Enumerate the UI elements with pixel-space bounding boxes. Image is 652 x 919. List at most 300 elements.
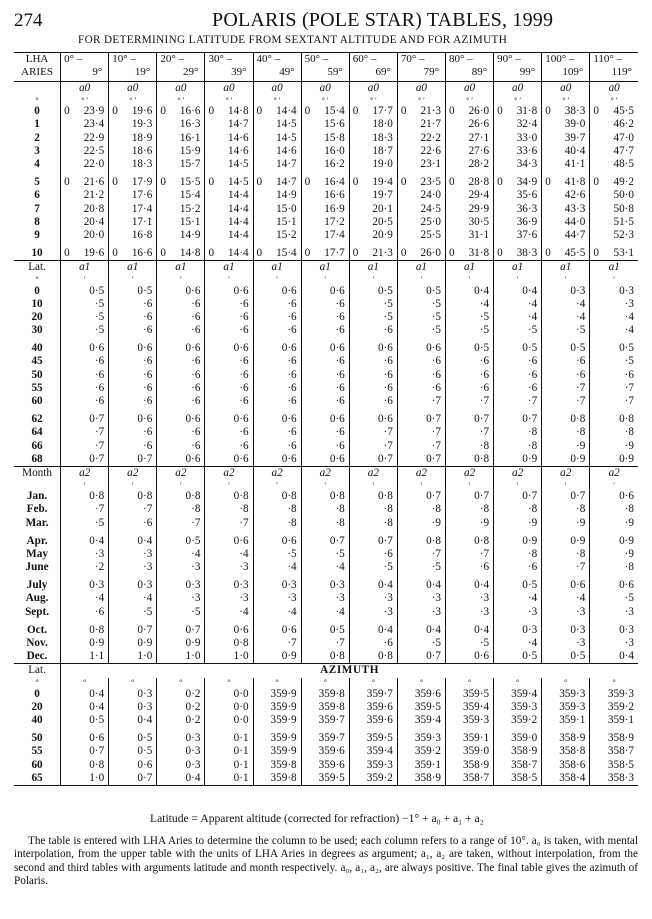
unit-mark: ′: [542, 274, 590, 284]
table-value: ·6: [205, 298, 253, 311]
table-value: 359·7: [301, 714, 349, 727]
table-value: 0·5: [349, 284, 397, 297]
table-value: ·7: [445, 548, 493, 561]
table-value: ·8: [349, 503, 397, 516]
unit-mark: °: [397, 678, 445, 688]
table-value: 359·2: [590, 701, 638, 714]
table-value: 0·9: [494, 535, 542, 548]
leading-degrees: 0: [593, 105, 599, 118]
a2-column-label: a2: [445, 466, 493, 480]
table-value: 0·1: [205, 732, 253, 745]
table-value: 0·2: [157, 688, 205, 701]
table-value: ·8: [397, 503, 445, 516]
lha-range-header: [301, 53, 349, 82]
table-value: ·5: [397, 298, 445, 311]
row-argument: Feb.: [14, 503, 61, 516]
lha-range-header: [253, 53, 301, 82]
table-value: 0·6: [253, 342, 301, 355]
table-value: 359·1: [397, 758, 445, 771]
table-value: 15·8: [301, 132, 349, 145]
table-value: [445, 176, 493, 189]
table-value: 358·9: [397, 772, 445, 786]
leading-degrees: 0: [545, 247, 551, 260]
table-value: 14·4: [205, 189, 253, 202]
table-value: 0·4: [397, 624, 445, 637]
row-argument: 30: [14, 324, 61, 337]
table-value: ·6: [157, 355, 205, 368]
leading-degrees: 0: [64, 176, 70, 189]
table-value: 0·8: [109, 490, 157, 503]
table-value: ·3: [494, 606, 542, 619]
table-value: ·6: [349, 369, 397, 382]
leading-degrees: 0: [208, 247, 215, 260]
table-value: 0·9: [494, 453, 542, 467]
leading-degrees: 0: [304, 176, 311, 189]
a2-column-label: a2: [157, 466, 205, 480]
minutes-value: 26·0: [420, 247, 441, 260]
leading-degrees: 0: [448, 176, 455, 189]
table-value: 0·4: [109, 535, 157, 548]
table-value: 0·3: [157, 758, 205, 771]
a2-unit-row: [14, 480, 638, 490]
unit-mark: ′: [253, 274, 301, 284]
a2-column-label: a2: [590, 466, 638, 480]
a0-column-label: a0: [61, 82, 109, 96]
table-value: 0·6: [205, 453, 253, 467]
azimuth-unit-row: [14, 678, 638, 688]
table-value: ·6: [301, 355, 349, 368]
table-value: 359·4: [349, 745, 397, 758]
minutes-value: 19·6: [131, 105, 153, 118]
table-value: 14·4: [205, 203, 253, 216]
table-value: 0·1: [205, 745, 253, 758]
table-value: ·9: [590, 440, 638, 453]
table-value: ·6: [205, 324, 253, 337]
table-value: ·6: [205, 395, 253, 408]
row-argument: 0: [14, 105, 61, 118]
table-value: [397, 247, 445, 261]
table-value: 358·5: [494, 772, 542, 786]
table-value: 0·4: [494, 284, 542, 297]
table-value: 359·6: [397, 688, 445, 701]
table-value: 359·9: [253, 688, 301, 701]
table-value: ·6: [109, 355, 157, 368]
table-value: [61, 176, 109, 189]
leading-degrees: 0: [352, 176, 359, 189]
leading-degrees: 0: [160, 176, 166, 189]
lha-range-header: [494, 53, 542, 82]
table-value: 22·5: [83, 144, 105, 157]
a2-column-label: a2: [397, 466, 445, 480]
table-row: [14, 216, 638, 229]
table-value: 0·7: [61, 453, 109, 467]
unit-mark: °: [445, 678, 493, 688]
table-value: 36·3: [494, 203, 542, 216]
table-value: 0·6: [301, 284, 349, 297]
unit-mark: °: [301, 678, 349, 688]
table-row: [14, 606, 638, 619]
table-value: 359·6: [301, 745, 349, 758]
a0-label-row: [14, 82, 638, 96]
table-value: 21·7: [397, 118, 445, 131]
table-value: ·3: [349, 592, 397, 605]
row-argument: 55: [14, 745, 61, 758]
table-value: ·7: [542, 382, 590, 395]
leading-degrees: 0: [64, 247, 70, 260]
table-value: 16·6: [301, 189, 349, 202]
table-value: ·5: [301, 548, 349, 561]
leading-degrees: 0: [545, 176, 551, 189]
table-value: ·8: [494, 440, 542, 453]
table-value: 17·1: [109, 216, 157, 229]
table-value: ·6: [253, 440, 301, 453]
range-to: 39°: [231, 66, 247, 78]
table-row: [14, 732, 638, 745]
a0-arg-label: [14, 82, 61, 96]
table-row: [14, 229, 638, 242]
table-value: 25·5: [397, 229, 445, 242]
table-value: ·4: [445, 298, 493, 311]
leading-degrees: 0: [400, 247, 407, 260]
table-value: ·7: [94, 503, 105, 516]
table-value: [205, 176, 253, 189]
table-value: 0·6: [205, 284, 253, 297]
table-value: 24·0: [397, 189, 445, 202]
table-row: [14, 369, 638, 382]
table-value: ·8: [301, 516, 349, 529]
table-value: ·5: [494, 324, 542, 337]
unit-mark: ′: [109, 480, 157, 490]
range-to: 19°: [134, 66, 151, 78]
table-value: 0·6: [253, 284, 301, 297]
unit-mark: ′: [205, 480, 253, 490]
table-value: ·8: [494, 426, 542, 439]
a0-column-label: a0: [205, 82, 253, 96]
table-value: ·9: [590, 548, 638, 561]
table-row: [14, 701, 638, 714]
table-value: 0·4: [445, 284, 493, 297]
table-value: 15·0: [253, 203, 301, 216]
a0-unit-row: [14, 95, 638, 105]
table-value: ·7: [253, 637, 301, 650]
table-value: 22·9: [83, 131, 105, 144]
lha-label: LHA: [25, 53, 49, 65]
row-argument: 10: [14, 298, 61, 311]
row-argument: 68: [14, 453, 61, 467]
minutes-value: 31·8: [468, 247, 490, 260]
leading-degrees: 0: [160, 105, 166, 118]
table-row: [14, 650, 638, 664]
table-value: 0·6: [253, 535, 301, 548]
table-value: 359·4: [397, 714, 445, 727]
minutes-value: 45·5: [613, 105, 634, 118]
table-value: 0·4: [445, 579, 493, 592]
unit-mark: ′: [397, 274, 445, 284]
row-argument: June: [14, 561, 61, 574]
minutes-value: 15·5: [179, 176, 201, 189]
table-value: ·5: [94, 324, 105, 337]
table-value: ·7: [301, 637, 349, 650]
table-value: 359·1: [542, 714, 590, 727]
table-value: [301, 176, 349, 189]
a1-arg-label: Lat.: [14, 261, 61, 275]
row-argument: Dec.: [14, 650, 61, 664]
table-row: [14, 342, 638, 355]
unit-mark: ′: [397, 480, 445, 490]
table-value: 0·6: [205, 342, 253, 355]
row-argument: 66: [14, 440, 61, 453]
row-argument: Apr.: [14, 535, 61, 548]
table-value: 358·5: [590, 758, 638, 771]
table-value: 14·9: [157, 229, 205, 242]
table-value: [109, 105, 157, 118]
table-value: ·8: [445, 503, 493, 516]
table-value: ·8: [590, 503, 638, 516]
table-value: 0·9: [542, 535, 590, 548]
table-value: 0·8: [590, 413, 638, 426]
row-argument: 0: [14, 284, 61, 297]
table-row: [14, 324, 638, 337]
table-value: ·7: [109, 503, 157, 516]
table-value: ·5: [94, 310, 105, 323]
a0-column-label: a0: [157, 82, 205, 96]
table-value: ·5: [590, 355, 638, 368]
table-value: 0·4: [89, 534, 105, 547]
table-value: 16·1: [157, 132, 205, 145]
table-value: 0·6: [349, 413, 397, 426]
table-value: 0·7: [397, 413, 445, 426]
table-value: 359·5: [397, 701, 445, 714]
table-value: 0·6: [301, 413, 349, 426]
minutes-value: 31·8: [516, 105, 538, 118]
table-value: 359·2: [494, 714, 542, 727]
minutes-value: 19·6: [83, 247, 105, 260]
range-to: 119°: [611, 66, 632, 78]
table-value: ·4: [205, 606, 253, 619]
table-value: ·5: [94, 516, 105, 529]
table-value: 0·7: [494, 413, 542, 426]
table-value: 359·4: [494, 688, 542, 701]
row-argument: May: [14, 548, 61, 561]
table-value: ·6: [109, 426, 157, 439]
table-value: [494, 176, 542, 189]
table-value: 0·6: [109, 758, 157, 771]
table-row: [14, 145, 638, 158]
unit-mark: ′: [349, 480, 397, 490]
row-argument: 50: [14, 369, 61, 382]
table-value: ·2: [94, 561, 105, 574]
table-value: 0·3: [157, 579, 205, 592]
table-row: [14, 688, 638, 701]
table-value: 1·1: [61, 650, 109, 664]
range-to: 49°: [279, 66, 295, 78]
table-value: 0·4: [397, 579, 445, 592]
table-value: 359·3: [445, 714, 493, 727]
table-value: 0·8: [349, 650, 397, 664]
table-value: 0·3: [109, 688, 157, 701]
table-value: [157, 105, 205, 118]
table-value: ·6: [109, 516, 157, 529]
leading-degrees: 0: [208, 105, 215, 118]
table-value: 37·6: [494, 229, 542, 242]
page-number: 274: [14, 10, 43, 31]
table-value: ·7: [94, 426, 105, 439]
table-value: ·6: [542, 369, 590, 382]
row-argument: 20: [14, 701, 61, 714]
table-value: ·3: [397, 592, 445, 605]
table-value: 0·8: [205, 490, 253, 503]
table-value: ·3: [542, 637, 590, 650]
table-value: ·7: [397, 548, 445, 561]
table-value: ·6: [397, 382, 445, 395]
table-value: 0·5: [109, 732, 157, 745]
unit-mark: ° ′: [253, 95, 301, 105]
range-to: 29°: [183, 66, 199, 78]
a0-column-label: a0: [542, 82, 590, 96]
a1-column-label: a1: [301, 261, 349, 275]
table-value: 15·7: [157, 158, 205, 171]
table-value: 359·1: [590, 714, 638, 727]
table-value: ·7: [445, 426, 493, 439]
table-value: 0·8: [89, 758, 105, 771]
table-value: 1·0: [157, 650, 205, 664]
unit-mark: ′: [253, 480, 301, 490]
table-value: 0·6: [253, 624, 301, 637]
range-from: 0° –: [64, 53, 83, 65]
table-value: 14·5: [253, 118, 301, 131]
table-value: ·6: [94, 368, 105, 381]
table-value: 0·7: [109, 772, 157, 786]
table-value: 0·3: [157, 745, 205, 758]
a1-column-label: a1: [205, 261, 253, 275]
table-value: ·3: [301, 592, 349, 605]
lha-range-header: [542, 53, 590, 82]
minutes-value: 45·5: [564, 247, 586, 260]
unit-mark: ′: [83, 274, 86, 284]
range-to: 89°: [471, 66, 488, 78]
table-value: [397, 105, 445, 118]
table-value: 0·6: [301, 342, 349, 355]
table-value: ·4: [542, 298, 590, 311]
table-value: 0·7: [109, 453, 157, 467]
table-value: 359·8: [301, 688, 349, 701]
azimuth-title-row: [14, 664, 638, 678]
a1-column-label: a1: [397, 261, 445, 275]
minutes-value: 23·5: [420, 176, 441, 189]
table-value: 0·3: [590, 284, 638, 297]
a1-label-row: [14, 261, 638, 275]
table-value: 1·0: [205, 650, 253, 664]
table-value: 358·7: [445, 772, 493, 786]
table-value: [109, 176, 157, 189]
table-value: 358·8: [542, 745, 590, 758]
table-value: 0·7: [157, 624, 205, 637]
table-value: [253, 176, 301, 189]
row-argument: July: [14, 579, 61, 592]
a2-column-label: a2: [253, 466, 301, 480]
table-value: 359·1: [445, 732, 493, 745]
table-value: 0·8: [542, 413, 590, 426]
table-value: 358·3: [590, 772, 638, 786]
leading-degrees: 0: [593, 176, 599, 189]
a1-column-label: a1: [79, 261, 91, 274]
table-value: ·5: [157, 606, 205, 619]
table-value: 0·5: [445, 342, 493, 355]
table-value: ·3: [542, 606, 590, 619]
table-value: ·4: [253, 561, 301, 574]
a2-column-label: a2: [542, 466, 590, 480]
table-value: ·3: [205, 561, 253, 574]
table-value: ·6: [205, 382, 253, 395]
table-value: 0·5: [89, 284, 105, 297]
table-value: ·5: [94, 297, 105, 310]
table-value: 15·2: [157, 203, 205, 216]
table-value: 21·2: [83, 189, 105, 202]
lha-range-header: [445, 53, 493, 82]
leading-degrees: 0: [256, 105, 263, 118]
table-value: ·8: [349, 516, 397, 529]
table-value: 359·6: [349, 701, 397, 714]
table-value: ·5: [349, 561, 397, 574]
unit-mark: ′: [349, 274, 397, 284]
table-row: [14, 745, 638, 758]
lha-header-row: [14, 53, 638, 82]
table-value: 44·7: [542, 229, 590, 242]
table-value: 14·6: [205, 145, 253, 158]
table-value: ·9: [542, 440, 590, 453]
table-value: [445, 105, 493, 118]
table-value: 358·7: [494, 758, 542, 771]
table-value: 0·3: [157, 732, 205, 745]
table-value: 0·7: [397, 453, 445, 467]
table-value: ·3: [157, 592, 205, 605]
a2-column-label: a2: [301, 466, 349, 480]
table-value: 0·6: [253, 453, 301, 467]
table-value: ·7: [397, 440, 445, 453]
table-value: 359·3: [590, 688, 638, 701]
table-value: 0·6: [109, 342, 157, 355]
table-value: [397, 176, 445, 189]
table-value: ·5: [253, 548, 301, 561]
table-value: 26·6: [445, 118, 493, 131]
unit-mark: ′: [109, 274, 157, 284]
table-value: ·6: [94, 605, 105, 618]
a1-column-label: a1: [157, 261, 205, 275]
table-value: 18·3: [109, 158, 157, 171]
polaris-table-body: [14, 53, 638, 786]
a0-column-label: a0: [349, 82, 397, 96]
leading-degrees: 0: [448, 105, 455, 118]
row-argument: 64: [14, 426, 61, 439]
table-value: ·4: [494, 298, 542, 311]
table-value: 359·0: [445, 745, 493, 758]
minutes-value: 15·4: [276, 247, 297, 260]
table-value: ·6: [542, 355, 590, 368]
table-value: ·6: [494, 561, 542, 574]
table-value: 20·4: [83, 215, 105, 228]
unit-mark: °: [14, 95, 61, 105]
table-value: ·6: [445, 355, 493, 368]
row-argument: Nov.: [14, 637, 61, 650]
table-value: [494, 247, 542, 261]
row-argument: Oct.: [14, 624, 61, 637]
leading-degrees: 0: [160, 247, 166, 260]
minutes-value: 15·4: [324, 105, 345, 118]
table-value: 358·9: [494, 745, 542, 758]
table-value: [205, 105, 253, 118]
table-value: 40·4: [542, 145, 590, 158]
a0-column-label: a0: [445, 82, 493, 96]
